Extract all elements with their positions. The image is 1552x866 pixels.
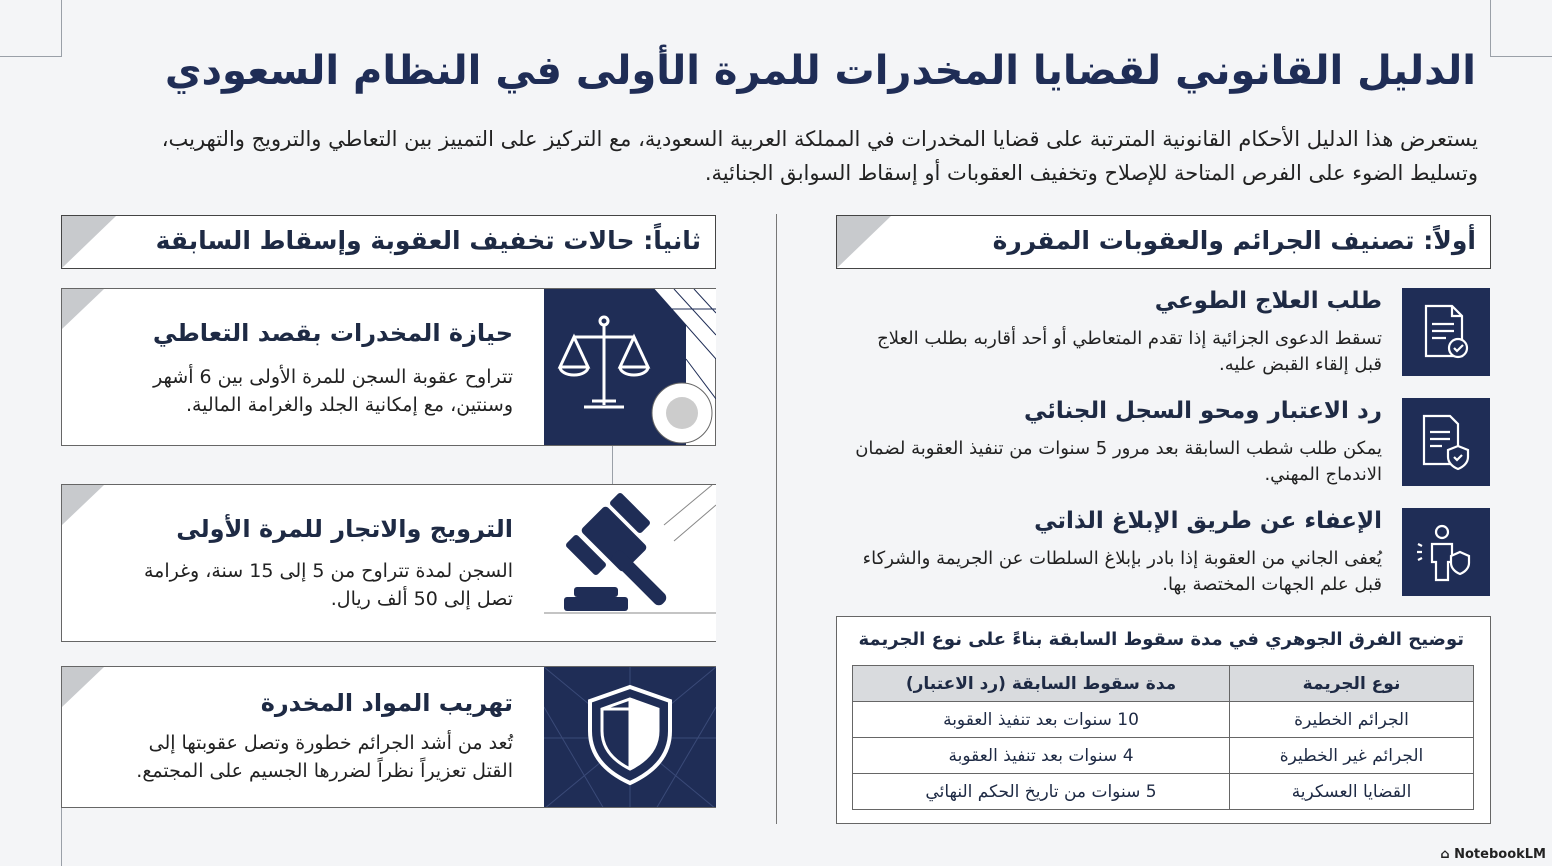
brand-icon: ⌂ [1440,847,1455,862]
table-row [853,774,1474,810]
table-cell: 5 سنوات من تاريخ الحكم النهائي [853,774,1230,810]
table-header-row [853,666,1474,702]
document-check-icon [1402,288,1490,376]
shield-icon [544,667,716,807]
document-shield-icon [1402,398,1490,486]
person-shield-icon [1402,508,1490,596]
table-header-cell: نوع الجريمة [1230,666,1474,702]
table-header-cell: مدة سقوط السابقة (رد الاعتبار) [853,666,1230,702]
frame-line [0,56,62,57]
section2-heading-text: ثانياً: حالات تخفيف العقوبة وإسقاط السابقة [155,226,701,255]
item-text: تسقط الدعوى الجزائية إذا تقدم المتعاطي أو أحد أقاربه بطلب العلاج قبل إلقاء القبض عليه. [877,328,1382,375]
item-text: يُعفى الجاني من العقوبة إذا بادر بإبلاغ السلطات عن الجريمة والشركاء قبل علم الجهات المختصة بها. [862,548,1382,595]
info-card [61,288,716,446]
frame-line [612,446,613,484]
card-text: تتراوح عقوبة السجن للمرة الأولى بين 6 أشهر وسنتين، مع إمكانية الجلد والغرامة المالية. [153,366,513,416]
item-title: رد الاعتبار ومحو السجل الجنائي [1023,398,1382,424]
section2-heading [61,215,716,269]
list-item [862,508,1490,604]
table-cell: القضايا العسكرية [1230,774,1474,810]
card-text: تُعد من أشد الجرائم خطورة وتصل عقوبتها إلى القتل تعزيراً نظراً لضررها الجسيم على المجتمع. [136,732,513,782]
scales-icon [544,289,716,445]
frame-line [61,808,62,866]
column-divider [776,214,777,824]
frame-line [1490,0,1491,57]
item-text: يمكن طلب شطب السابقة بعد مرور 5 سنوات من تنفيذ العقوبة لضمان الاندماج المهني. [855,438,1382,485]
info-card [61,666,716,808]
list-item [870,288,1490,384]
item-title: طلب العلاج الطوعي [1154,288,1382,314]
gavel-icon [544,485,716,641]
table-row [853,702,1474,738]
card-title: حيازة المخدرات بقصد التعاطي [152,319,513,347]
info-card [61,484,716,642]
card-title: الترويج والاتجار للمرة الأولى [176,515,513,543]
list-item [855,398,1490,494]
comparison-table-box [836,616,1491,824]
comparison-table [852,665,1474,810]
corner-triangle [837,216,891,268]
brand-logo [1440,847,1546,862]
table-cell: الجرائم غير الخطيرة [1230,738,1474,774]
table-cell: الجرائم الخطيرة [1230,702,1474,738]
table-row [853,738,1474,774]
page-title: الدليل القانوني لقضايا المخدرات للمرة الأولى في النظام السعودي [164,48,1476,94]
frame-line [1490,56,1552,57]
table-cell: 10 سنوات بعد تنفيذ العقوبة [853,702,1230,738]
intro-text: يستعرض هذا الدليل الأحكام القانونية المترتبة على قضايا المخدرات في المملكة العربية السعودية، مع التركيز على التمييز بين التعاطي والترويج والتهريب، وتسليط الضوء على الفرص المتاحة للإصلاح وتخفيف العقوبات أو إسقاط السوابق الجنائية. [161,127,1478,185]
card-title: تهريب المواد المخدرة [260,689,513,717]
card-text: السجن لمدة تتراوح من 5 إلى 15 سنة، وغرامة تصل إلى 50 ألف ريال. [143,560,513,610]
corner-triangle [62,216,116,268]
table-cell: 4 سنوات بعد تنفيذ العقوبة [853,738,1230,774]
item-title: الإعفاء عن طريق الإبلاغ الذاتي [1034,508,1382,534]
section1-heading-text: أولاً: تصنيف الجرائم والعقوبات المقررة [992,226,1476,255]
frame-line [61,0,62,57]
section1-heading [836,215,1491,269]
brand-text: NotebookLM [1454,847,1546,862]
table-caption: توضيح الفرق الجوهري في مدة سقوط السابقة بناءً على نوع الجريمة [858,629,1464,650]
